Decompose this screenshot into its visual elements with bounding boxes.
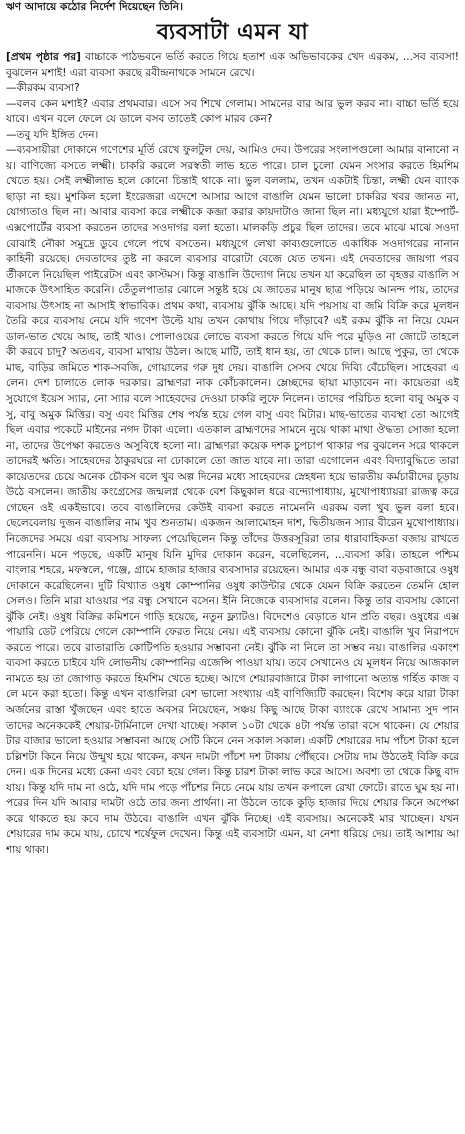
article-paragraph [6, 50, 459, 81]
continuation-label: [প্রথম পৃষ্ঠার পর] [6, 51, 81, 63]
article-paragraph: —ব্যবসায়ীরা দোকানে গণেশের মূর্তি রেখে ফুলটুল দেয়, আমিও দেব। উপরের সংলাপগুলো আমার বানানো নয়। বাণিজ্যে বসতে লক্ষ্মী। চাকরি করলে সরস্বতী লাভ হতে পারে। চাল চুলো যেমন সংসার করতে হিমশিম খেতে হয়। সেই লক্ষ্মীলাভ হলে কোনো চিন্তাই থাকে না। ভুল বললাম, তখন একটাই চিন্তা, লক্ষ্মী যেন ব্যাংক ছাড়া না হয়। মুশকিল হলো ইংরেজরা এদেশে আসার আগে বাঙালি যেমন ভালো চাকরির খবর জানত না, যোগ্যতাও ছিল না। আবার ব্যবসা করে লক্ষ্মীকে কব্জা করার কায়দাটাও জানা ছিল না। মধ্যযুগে যারা ইম্পোর্ট-এক্সপোর্টের ব্যবসা করতেন তাদের সওদাগর বলা হতো। মালকড়ি প্রচুর ছিল তাদের। তবে মাঝে মাঝে সওদা বোঝাই নৌকা সমুদ্রে ডুবে গেলে পথে বসতেন। মধ্যযুগে লেখা কাব্যগুলোতে একাধিক সওদাগরের নানান কাহিনী রয়েছে। দেবতাদের তুষ্ট না করলে ব্যবসার বারোটা বেজে যেত তখন। এই দেবতাদের জায়গা পরবর্তীকালে নিয়েছিল পাইরেটস এবং কাস্টমস। কিন্তু বাঙালি উদ্যোগ নিয়ে তখন যা করেছিল তা বৃহত্তর বাঙালি সমাজকে উৎসাহিত করেনি। তেঁতুলপাতার ঝোলে সন্তুষ্ট হয়ে যে জাতের মানুষ ছাত্র পড়িয়ে আনন্দ পায়, তাদের ব্যবসায় উৎসাহ না আসাই স্বাভাবিক। প্রথম কথা, ব্যবসায় ঝুঁকি আছে। যদি পয়সায় বা জমি বিক্রি করে মূলধন তৈরি করে ব্যবসায় নেমে যদি গণেশ উল্টে যায় তখন কোথায় গিয়ে দাঁড়াবে? এই রকম ঝুঁকি না নিয়ে যেমন ডাল-ভাত খেয়ে আছ, তাই খাও। পোলাওয়ের লোভে ব্যবসা করতে গিয়ে যদি পরে মুড়িও না জোটে তাহলে কী করবে চাদু? অতএব, ব্যবসা মাথায় উঠল। আছে মাটি, তাই ধান হয়, তা থেকে চাল। আছে পুকুর, তা থেকে মাছ, বাড়ির জমিতে শাক-সবজি, গোয়ালের গরু দুধ দেয়। বাঙালি সেসব খেয়ে দিব্যি বেঁচেছিল। সাহেবরা এলেন। দেশ চালাতে লোক দরকার। ব্রাহ্মণরা নাক কোঁচকালেন। ম্লেচ্ছদের ছায়া মাড়াবেন না। কায়েতরা এই সুযোগে ইয়েস স্যার, নো স্যার বলে সাহেবদের দেওয়া চাকরি লুফে নিলেন। তাদের পরিচিত হলো বাবু অমুক বসু, বাবু অমুক মিত্তির। বসু এবং মিত্তির শেষ পর্যন্ত হয়ে গেল বাসু এবং মিটার। মাছ-ভাতের ব্যবস্থা তো আগেই ছিল এবার পকেটে মাইনের নগদ টাকা এলো। এতকাল ব্রাহ্মণদের সামনে নুয়ে থাকা মাথা ঔদ্ধত্য সোজা হলো না, তাদের উপেক্ষা করতেও অসুবিধে হলো না। ব্রাহ্মণরা কয়েক দশক চুপচাপ থাকার পর বুঝলেন সরে থাকলে তাদেরই ক্ষতি। সাহেবদের ঠাকুরঘরে না ঢোকালে তো জাত যাবে না। তারা এগোলেন এবং বিদ্যাবুদ্ধিতে তারা কায়েতদের চেয়ে অনেক চৌকস বলে খুব অল্প দিনের মধ্যে সাহেবদের স্নেহধন্য হয়ে ভারতীয় কর্মচারীদের চূড়ায় উঠে বসলেন। জাতীয় কংগ্রেসের জন্মলগ্ন থেকে বেশ কিছুকাল ধরে বন্দ্যোপাধ্যায়, মুখোপাধ্যায়রা রাজত্ব করে গেছেন ওই একইভাবে। তবে বাঙালিদের কেউই ব্যবসা করতে নামেননি এরকম বলা খুব ভুল বলা হবে। ছেলেবেলায় দুজন বাঙালির নাম খুব শুনতাম। একজন আলামোহন দাশ, দ্বিতীয়জন স্যার বীরেন মুখোপাধ্যায়। নিজেদের সময়ে এরা ব্যবসায় সাফল্য পেয়েছিলেন কিন্তু তাঁদের উত্তরসূরিরা তার ধারাবাহিকতা বজায় রাখতে পারেননি। মনে পড়ছে, একটি মানুষ যিনি মুদির দোকান করেন, বলেছিলেন, ...ব্যবসা করি। তাহলে পশ্চিমবাংলার শহরে, মফস্বলে, গঞ্জে, গ্রামে হাজার হাজার ব্যবসাদার রয়েছেন। আমার এক বন্ধু বাবা বড়বাজারে ওষুধ দোকানে করেছিলেন। দুটি বিখ্যাত ওষুধ কোম্পানির ওষুধ কাউন্টার থেকে যেমন বিক্রি করতেন তেমনি হোলসেলও। তিনি মারা যাওয়ার পর বন্ধু সেখানে বসেন। ইনি নিজেকে ব্যবসাদার বলেন। কিন্তু তার ব্যবসায় কোনো ঝুঁকি নেই। ওষুধ বিক্রির কমিশনে গাড়ি হয়েছে, নতুন ফ্ল্যাটও। বিদেশেও বেড়াতে যান প্রতি বছর। ওষুধের এক্সপায়ারি ডেট পেরিয়ে গেলে কোম্পানি ফেরত নিয়ে নেয়। এই ব্যবসায় কোনো ঝুঁকি নেই। বাঙালি খুব নিরাপদে করতে পারে। তবে রাতারাতি কোটিপতি হওয়ার সম্ভাবনা নেই। ঝুঁকি না নিলে তা সম্ভব নয়। বাঙালির একাংশ ব্যবসা করতে চাইবে যদি লোভনীয় কোম্পানির এজেন্সি পাওয়া যায়। তবে সেখানেও যে মূলধন নিয়ে আজকাল নামতে হয় তা জোগাড় করতে হিমশিম খেতে হচ্ছে। আগে শেয়ারবাজারে টাকা লাগানো অত্যন্ত গর্হিত কাজ বলে মনে করা হতো। কিন্তু এখন বাঙালিরা বেশ ভালো সংখ্যায় এই বাণিজ্যিটি করছেন। বিশেষ করে যারা টাকা অর্জনের রাস্তা খুঁজছেন এবং হাতে অবসর নিয়েছেন, সঞ্চয় কিছু আছে টাকা ব্যাংকে রেখে সামান্য সুদ পান তাদের অনেককেই শেয়ার-টার্মিনালে দেখা যাচ্ছে। সকাল ১০টা থেকে ৪টা পর্যন্ত তারা বসে থাকেন। যে শেয়ারটার বাজার ভালো হওয়ার সম্ভাবনা আছে সেটি কিনে নেন সকাল সকাল। একটি শেয়ারের দাম পাঁচশ টাকা হলে চল্লিশটা কিনে নিয়ে উন্মুখ হয়ে থাকেন, কখন দামটা পাঁচশ দশ টাকায় পৌঁছবে। সেটায় দাম উঠতেই বিক্রি করে দেন। এক দিনের মধ্যে কেনা এবং বেচা হয়ে গেল। কিন্তু চারশ টাকা লাভ করে আসে। অবশ্য তা থেকে কিছু বাদ যায়। কিন্তু যদি দাম না ওঠে, যদি দাম পড়ে পাঁচশর নিচে নেমে যায় তখন কপালে রেখা ফোটে। রাতে ঘুম হয় না। পরের দিন যদি আবার দামটা ওঠে তার জন্য প্রার্থনা। না উঠলে তাকে কুড়ি হাজার দিয়ে শেয়ার কিনে অপেক্ষা করে থাকতে হয় কবে দাম উঠবে। বাঙালি এখন ঝুঁকি নিচ্ছে। এই ব্যবসায়। অনেকেই মার খাচ্ছেন। যখন শেয়ারের দাম কমে যায়, চোখে শর্ষেফুল দেখেন। কিন্তু এই ব্যবসাটা এমন, যা নেশা ধরিয়ে দেয়। তাই আশায় আশায় থাকা। [6, 144, 459, 856]
article-headline: ব্যবসাটা এমন যা [156, 19, 309, 45]
article-paragraph: —কীরকম ব্যবসা? [6, 82, 80, 95]
previous-article-tail: ঋণ আদায়ে কঠোর নির্দেশ দিয়েছেন তিনি। [6, 1, 183, 13]
paragraph-text: বাচ্চাকে পাঠভবনে ভর্তি করতে গিয়ে হতাশ এক অভিভাবকের খেদ এরকম, ...সব ব্যবসা! বুঝলেন মশাই! এরা ব্যবসা করছে রবীন্দ্রনাথকে সামনে রেখে। [6, 51, 459, 79]
article-body [6, 50, 459, 858]
article-paragraph: —তবু যদি ইঙ্গিত দেন। [6, 128, 99, 141]
article-paragraph: —বলব কেন মশাই? এবার প্রথমবার। এসে সব শিখে গেলাম। সামনের বার আর ভুল করব না। বাচ্চা ভর্তি হয়ে যাবে। এখন বলে ফেলে যে ডালে বসব তাতেই কোপ মারব কেন? [6, 97, 459, 126]
